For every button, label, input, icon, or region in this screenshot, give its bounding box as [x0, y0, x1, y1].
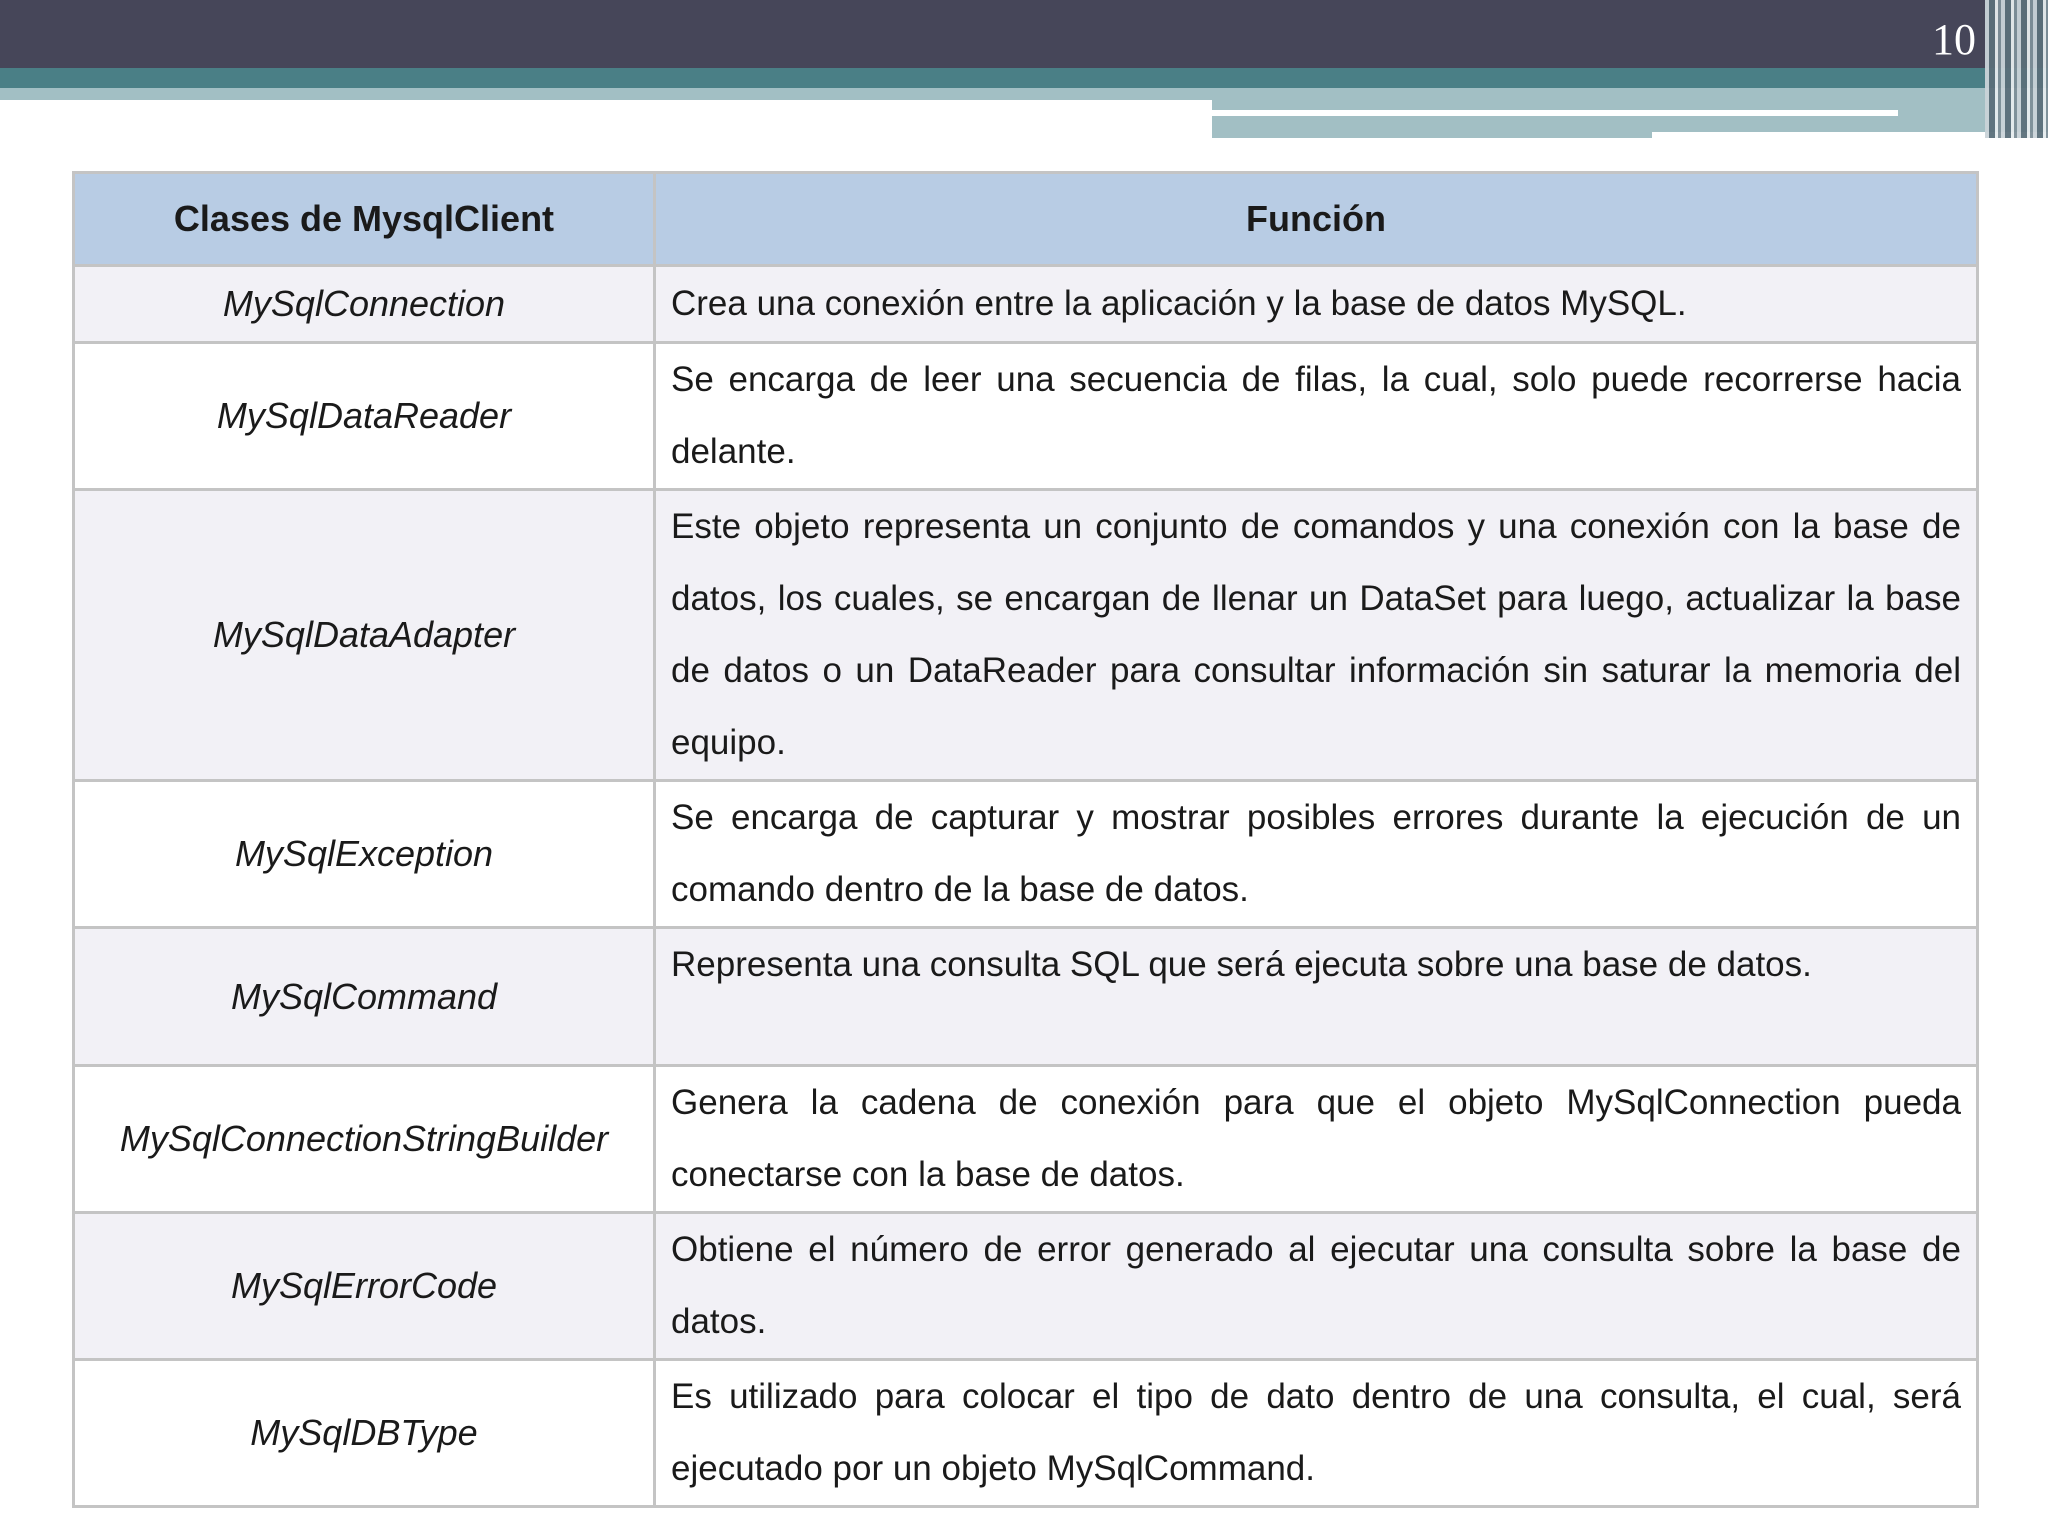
function-description-cell: Crea una conexión entre la aplicación y la base de datos MySQL.: [655, 266, 1978, 343]
class-name-cell: MySqlConnection: [74, 266, 655, 343]
class-name-cell: MySqlDBType: [74, 1360, 655, 1507]
table-row: [74, 781, 1978, 928]
column-header-class: Clases de MysqlClient: [74, 173, 655, 266]
table-row: [74, 1213, 1978, 1360]
class-name-cell: MySqlDataAdapter: [74, 490, 655, 781]
function-description-cell: Obtiene el número de error generado al ejecutar una consulta sobre la base de datos.: [655, 1213, 1978, 1360]
function-description-cell: Se encarga de capturar y mostrar posibles errores durante la ejecución de un comando dentro de la base de datos.: [655, 781, 1978, 928]
class-name-cell: MySqlDataReader: [74, 343, 655, 490]
table-row: [74, 1360, 1978, 1507]
table-row: [74, 490, 1978, 781]
class-name-cell: MySqlCommand: [74, 928, 655, 1066]
header-accent-line: [1212, 110, 1898, 116]
table-row: [74, 266, 1978, 343]
function-description-cell: Genera la cadena de conexión para que el objeto MySqlConnection pueda conectarse con la base de datos.: [655, 1066, 1978, 1213]
page-number: 10: [1932, 15, 1976, 64]
header-light-band: [0, 88, 1212, 100]
class-name-cell: MySqlConnectionStringBuilder: [74, 1066, 655, 1213]
function-description-cell: Se encarga de leer una secuencia de filas, la cual, solo puede recorrerse hacia delante.: [655, 343, 1978, 490]
function-description-cell: Es utilizado para colocar el tipo de dato dentro de una consulta, el cual, será ejecutado por un objeto MySqlCommand.: [655, 1360, 1978, 1507]
table-row: [74, 928, 1978, 1066]
table-header-row: [74, 173, 1978, 266]
header-teal-band: [0, 68, 2048, 88]
function-description-cell: Representa una consulta SQL que será ejecuta sobre una base de datos.: [655, 928, 1978, 1066]
class-name-cell: MySqlErrorCode: [74, 1213, 655, 1360]
header-dark-band: [0, 0, 2048, 68]
function-description-cell: Este objeto representa un conjunto de comandos y una conexión con la base de datos, los cuales, se encargan de llenar un DataSet para luego, actualizar la base de datos o un DataReader para consultar información sin saturar la memoria del equipo.: [655, 490, 1978, 781]
table-row: [74, 343, 1978, 490]
header-stripes: [1985, 0, 2048, 138]
mysqlclient-classes-table: [72, 171, 1979, 1508]
class-name-cell: MySqlException: [74, 781, 655, 928]
table-row: [74, 1066, 1978, 1213]
column-header-function: Función: [655, 173, 1978, 266]
